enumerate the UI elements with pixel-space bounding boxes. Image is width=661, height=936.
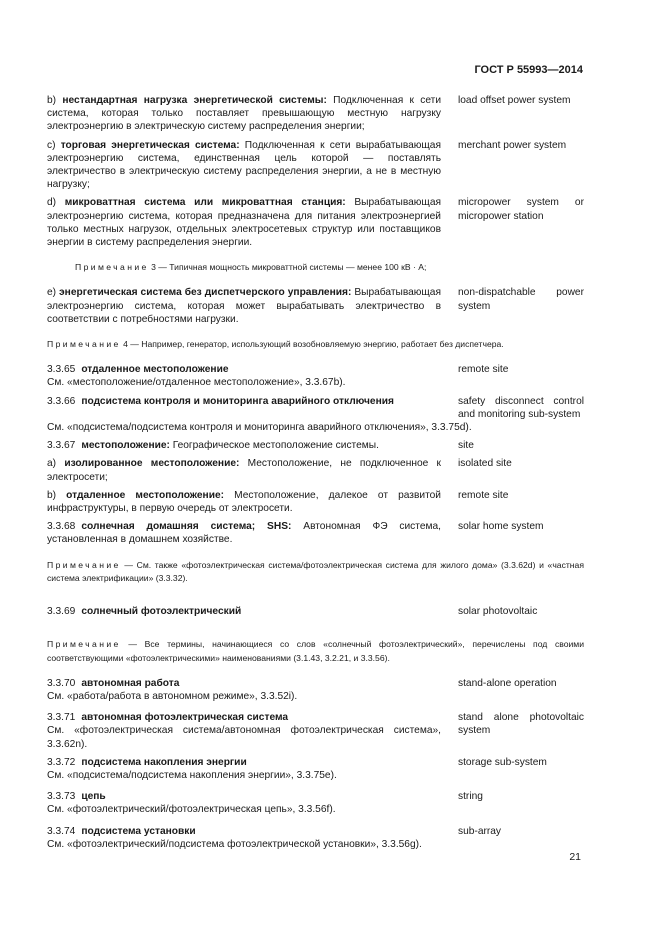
note: Примечание — Все термины, начинающиеся со слов «солнечный фотоэлектрический», перечислены под своими соответствующими «фотоэлектрическими» наименованиями (3.1.43, 3.2.21, и 3.3.56). [47,639,584,663]
document-body [47,94,584,851]
term: автономная работа [81,677,180,689]
term-entry: 3.3.71 автономная фотоэлектрическая система См. «фотоэлектрическая система/автономная фотоэлектрическая система», 3.3.62n). stand alone photovoltaic system [47,712,584,750]
english-term: sub-array [458,825,502,837]
english-term: isolated site [458,458,512,470]
term: местоположение: [81,440,170,452]
definition-item: d) микроваттная система или микроваттная станция: Вырабатывающая электроэнергию система, которая предназначена для питания электроэнергией только местных нагрузок, отдельных электросетевых структур или поставщиков энергии в систему распределения энергии. micropower system or micropower station [47,197,584,249]
reference-text: См. «подсистема/подсистема контроля и мониторинга аварийного отключения», 3.3.75d). [47,422,472,434]
english-term: micropower system or micropower station [458,197,584,222]
term: микроваттная система или микроваттная станция: [64,197,346,209]
english-term: remote site [458,489,509,501]
term: энергетическая система без диспетчерского управления: [59,287,352,299]
term: солнечная домашняя система; SHS: [81,521,292,533]
definition-item: b) нестандартная нагрузка энергетической системы: Подключенная к сети система, которая только поставляет превышающую местную нагрузку электроэнергию в электрическую систему распределения энергии; load offset power system [47,94,584,134]
english-term: safety disconnect control and monitoring sub-system [458,395,584,420]
definition-item: e) энергетическая система без диспетчерского управления: Вырабатывающая электроэнергию система, которая может вырабатывать электричество в соответствии с потребностями нагрузки. non-dispatchable power system [47,287,584,325]
english-term: stand-alone operation [458,677,557,689]
term: отдаленное местоположение [81,364,229,376]
reference-text: См. «подсистема/подсистема накопления энергии», 3.3.75e). [47,769,337,781]
term-entry: 3.3.74 подсистема установки sub-array [47,825,584,838]
term-entry: 3.3.65 отдаленное местоположение remote site [47,363,584,376]
term: торговая энергетическая система: [60,139,240,151]
term-entry: 3.3.66 подсистема контроля и мониторинга аварийного отключения safety disconnect control and monitoring sub-system [47,395,584,420]
english-term: storage sub-system [458,756,547,768]
reference-text: См. «работа/работа в автономном режиме», 3.3.52i). [47,690,298,702]
note: Примечание — См. также «фотоэлектрическая система/фотоэлектрическая система для жилого дома» (3.3.62d) и «частная система электрификации» (3.3.32). [47,559,584,583]
document-code: ГОСТ Р 55993—2014 [474,64,583,76]
term: автономная фотоэлектрическая система [81,712,289,724]
definition-item: a) изолированное местоположение: Местоположение, не подключенное к электросети; isolated site [47,457,584,483]
note: Примечание 4 — Например, генератор, использующий возобновляемую энергию, работает без диспетчера. [47,339,504,350]
term-entry: 3.3.70 автономная работа stand-alone operation [47,677,584,690]
english-term: string [458,791,483,803]
note: Примечание 3 — Типичная мощность микроваттной системы — менее 100 кВ · А; [75,262,427,273]
english-term: load offset power system [458,95,571,106]
term: подсистема установки [81,825,196,837]
reference-text: См. «фотоэлектрический/подсистема фотоэлектрической установки», 3.3.56g). [47,838,422,850]
reference-text: См. «фотоэлектрическая система/автономная фотоэлектрическая система», 3.3.62n). [47,725,441,750]
term-entry: 3.3.72 подсистема накопления энергии storage sub-system [47,756,584,769]
term-entry: 3.3.73 цепь string [47,790,584,803]
english-term: site [458,440,474,452]
term-entry: 3.3.68 солнечная домашняя система; SHS: Автономная ФЭ система, установленная в домашнем хозяйстве. solar home system [47,520,584,546]
english-term: stand alone photovoltaic system [458,712,584,737]
term: солнечный фотоэлектрический [81,606,242,618]
term-entry: 3.3.69 солнечный фотоэлектрический solar photovoltaic [47,605,584,618]
page-number: 21 [569,851,581,863]
definition-item: b) отдаленное местоположение: Местоположение, далекое от развитой инфраструктуры, в первую очередь от электросети. remote site [47,489,584,515]
definition-item: c) торговая энергетическая система: Подключенная к сети вырабатывающая электроэнергию система, единственная цель которой — поставлять электричество в электрическую систему распределения энергии, а не в местную нагрузку; merchant power system [47,139,584,192]
term: подсистема накопления энергии [81,756,247,768]
english-term: solar home system [458,521,544,533]
term: отдаленное местоположение: [66,489,225,501]
term: изолированное местоположение: [64,458,240,470]
english-term: solar photovoltaic [458,606,538,618]
english-term: merchant power system [458,139,567,151]
reference-text: См. «местоположение/отдаленное местоположение», 3.3.67b). [47,377,346,389]
reference-text: См. «фотоэлектрический/фотоэлектрическая цепь», 3.3.56f). [47,804,336,816]
english-term: remote site [458,364,509,376]
english-term: non-dispatchable power system [458,287,584,312]
term-entry: 3.3.67 местоположение: Географическое местоположение системы. site [47,439,584,452]
term: нестандартная нагрузка энергетической системы: [62,95,327,106]
term: подсистема контроля и мониторинга аварийного отключения [81,395,394,407]
term: цепь [81,791,106,803]
